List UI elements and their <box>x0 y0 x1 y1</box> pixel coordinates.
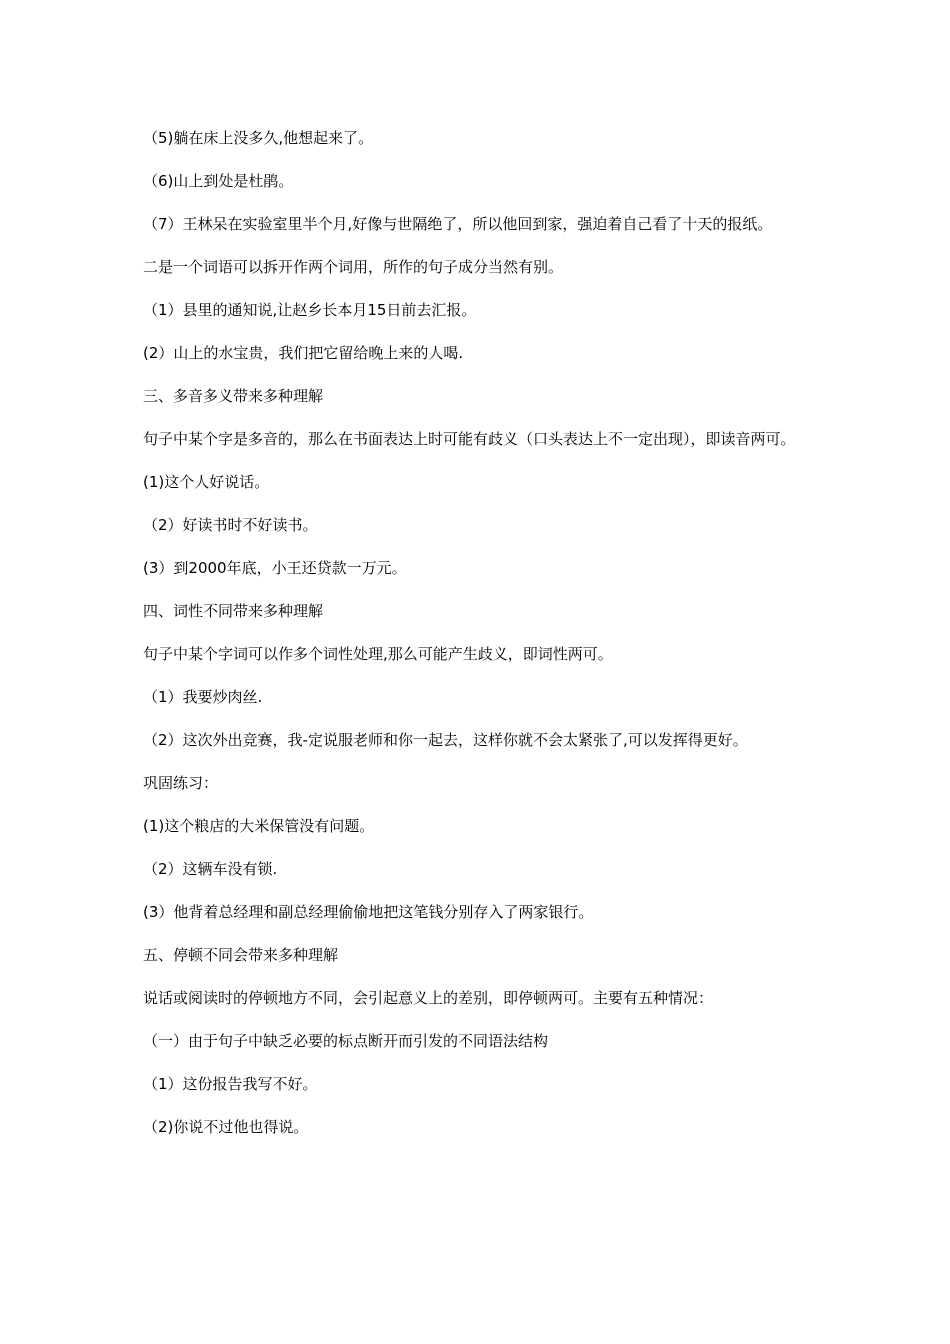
paragraph: （1）这份报告我写不好。 <box>143 1075 318 1093</box>
paragraph: （2）这辆车没有锁. <box>143 860 278 878</box>
paragraph: （2)你说不过他也得说。 <box>143 1118 309 1136</box>
paragraph: (1)这个人好说话。 <box>143 473 270 491</box>
paragraph: （7）王林呆在实验室里半个月,好像与世隔绝了，所以他回到家，强迫着自己看了十天的报纸。 <box>143 215 773 233</box>
section-heading: 五、停顿不同会带来多种理解 <box>143 946 339 964</box>
paragraph: （6)山上到处是杜鹃。 <box>143 172 294 190</box>
section-heading: 四、词性不同带来多种理解 <box>143 602 324 620</box>
paragraph: (3）到2000年底，小王还贷款一万元。 <box>143 559 407 577</box>
paragraph: (2）山上的水宝贵，我们把它留给晚上来的人喝. <box>143 344 464 362</box>
paragraph: （一）由于句子中缺乏必要的标点断开而引发的不同语法结构 <box>143 1032 549 1050</box>
paragraph: 说话或阅读时的停顿地方不同，会引起意义上的差别，即停顿两可。主要有五种情况： <box>143 989 714 1007</box>
paragraph: （2）这次外出竞赛，我-定说服老师和你一起去，这样你就不会太紧张了,可以发挥得更好。 <box>143 731 748 749</box>
paragraph: （5)躺在床上没多久,他想起来了。 <box>143 129 374 147</box>
section-heading: 巩固练习： <box>143 774 219 792</box>
paragraph: （1）我要炒肉丝. <box>143 688 263 706</box>
paragraph: 句子中某个字是多音的，那么在书面表达上时可能有歧义（口头表达上不一定出现），即读音两可。 <box>143 430 796 448</box>
paragraph: （2）好读书时不好读书。 <box>143 516 318 534</box>
paragraph: (3）他背着总经理和副总经理偷偷地把这笔钱分别存入了两家银行。 <box>143 903 594 921</box>
paragraph: （1）县里的通知说,让赵乡长本月15日前去汇报。 <box>143 301 477 319</box>
paragraph: 二是一个词语可以拆开作两个词用，所作的句子成分当然有别。 <box>143 258 564 276</box>
document-body <box>143 124 811 1156</box>
section-heading: 三、多音多义带来多种理解 <box>143 387 324 405</box>
paragraph: 句子中某个字词可以作多个词性处理,那么可能产生歧义，即词性两可。 <box>143 645 613 663</box>
paragraph: (1)这个粮店的大米保管没有问题。 <box>143 817 375 835</box>
